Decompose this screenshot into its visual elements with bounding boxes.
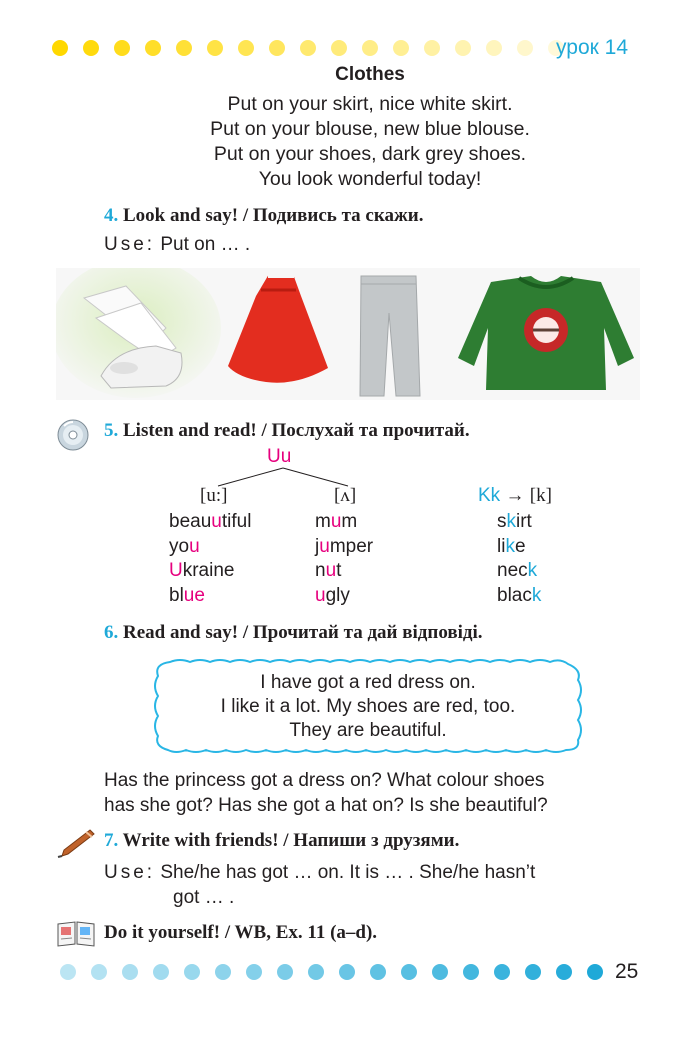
- task-instruction: Look and say! / Подивись та скажи.: [123, 205, 424, 226]
- decorative-dot: [91, 964, 107, 980]
- task-instruction: Write with friends! / Напиши з друзями.: [122, 830, 460, 851]
- red-dress-image: [228, 270, 328, 383]
- decorative-dot: [331, 40, 347, 56]
- decorative-dot: [246, 964, 262, 980]
- highlighted-letter: u: [330, 511, 342, 532]
- workbook-instruction: Do it yourself! / WB, Ex. 11 (a–d).: [104, 922, 378, 943]
- kk-sound-heading: [478, 485, 552, 507]
- use-text-continued: got … .: [173, 887, 235, 908]
- decorative-dot: [238, 40, 254, 56]
- decorative-dot: [517, 40, 533, 56]
- task-number: 4.: [104, 205, 119, 226]
- decorative-dot: [184, 964, 200, 980]
- task-6-heading: [104, 622, 483, 644]
- decorative-dot: [153, 964, 169, 980]
- example-word: neck: [497, 560, 538, 581]
- highlighted-letter: k: [531, 584, 542, 606]
- lesson-label: урок 14: [556, 36, 629, 59]
- decorative-dot: [83, 40, 99, 56]
- example-word: ugly: [315, 584, 350, 606]
- highlighted-letter: u: [189, 535, 200, 557]
- decorative-dot: [122, 964, 138, 980]
- highlighted-letter: u: [319, 535, 330, 557]
- task-7-use: [104, 860, 644, 910]
- decorative-dot: [587, 964, 603, 980]
- decorative-dot: [60, 964, 76, 980]
- decorative-dot: [486, 40, 502, 56]
- example-word: mum: [315, 511, 358, 532]
- task-5-heading: [104, 420, 470, 442]
- decorative-dot: [370, 964, 386, 980]
- decorative-dot: [401, 964, 417, 980]
- task-instruction: Listen and read! / Послухай та прочитай.: [123, 420, 470, 441]
- decorative-dot: [215, 964, 231, 980]
- use-text: She/he has got … on. It is … . She/he hasn’t: [160, 862, 536, 883]
- poem-line: Put on your shoes, dark grey shoes.: [213, 143, 527, 165]
- arrow-icon: →: [505, 485, 525, 506]
- cloud-line: They are beautiful.: [289, 720, 447, 741]
- highlighted-letter: u: [315, 584, 326, 606]
- decorative-dot: [455, 40, 471, 56]
- decorative-dot: [463, 964, 479, 980]
- decorative-dot: [432, 964, 448, 980]
- cloud-line: I like it a lot. My shoes are red, too.: [220, 696, 516, 717]
- use-label: Use:: [104, 234, 156, 255]
- decorative-dot: [339, 964, 355, 980]
- example-word: skirt: [497, 511, 532, 532]
- use-text: Put on … .: [160, 234, 251, 255]
- task-number: 6.: [104, 622, 119, 643]
- highlighted-letter: ue: [183, 584, 205, 606]
- task-4-use: [104, 234, 250, 256]
- cd-audio-icon: [56, 418, 94, 452]
- gloves-and-shoes-image: [56, 268, 221, 398]
- clothes-illustration: [56, 268, 640, 400]
- example-word: Ukraine: [169, 560, 235, 581]
- decorative-dot: [556, 964, 572, 980]
- page-number: 25: [615, 960, 639, 983]
- poem-line: Put on your blouse, new blue blouse.: [210, 118, 530, 140]
- task-instruction: Read and say! / Прочитай та дай відповіді.: [123, 622, 483, 643]
- decorative-dot: [424, 40, 440, 56]
- example-word: you: [169, 535, 200, 557]
- decorative-dot: [300, 40, 316, 56]
- words-column-u-long: [169, 510, 251, 608]
- task-number: 5.: [104, 420, 119, 441]
- decorative-dot: [362, 40, 378, 56]
- question-line: has she got? Has she got a hat on? Is she beautiful?: [104, 795, 548, 816]
- poem-line: Put on your skirt, nice white skirt.: [227, 93, 513, 115]
- words-column-u-short: [315, 510, 373, 608]
- example-word: black: [497, 584, 542, 606]
- decorative-dot: [393, 40, 409, 56]
- poem-text: [0, 92, 700, 192]
- task-4-heading: [104, 205, 423, 227]
- pen-icon: [56, 826, 96, 858]
- highlighted-letter: k: [505, 535, 515, 557]
- question-line: Has the princess got a dress on? What colour shoes: [104, 770, 545, 791]
- use-label: Use:: [104, 862, 156, 883]
- example-word: blue: [169, 584, 205, 606]
- letter-kk: Kk: [478, 485, 501, 506]
- decorative-dot: [494, 964, 510, 980]
- decorative-dot: [277, 964, 293, 980]
- highlighted-letter: k: [506, 511, 516, 532]
- bottom-dots-divider: [60, 962, 600, 982]
- task-number: 7.: [104, 830, 119, 851]
- highlighted-letter: u: [325, 560, 337, 581]
- decorative-dot: [114, 40, 130, 56]
- sound-k: [k]: [529, 485, 552, 506]
- sound-u-short: [ʌ]: [334, 485, 357, 506]
- decorative-dot: [145, 40, 161, 56]
- example-word: jumper: [315, 535, 374, 557]
- decorative-dot: [525, 964, 541, 980]
- decorative-dot: [308, 964, 324, 980]
- decorative-dot: [269, 40, 285, 56]
- green-sweater-image: [458, 276, 634, 390]
- jeans-image: [360, 276, 420, 396]
- example-word: beauutiful: [169, 511, 252, 532]
- poem-line: You look wonderful today!: [258, 168, 482, 190]
- task-7-heading: [104, 830, 459, 852]
- cloud-line: I have got a red dress on.: [260, 672, 476, 693]
- task-6-questions: [104, 768, 644, 818]
- decorative-dot: [176, 40, 192, 56]
- example-word: nut: [315, 560, 342, 581]
- example-word: like: [497, 535, 526, 557]
- workbook-icon: [56, 918, 96, 948]
- highlighted-letter: U: [169, 560, 183, 581]
- top-dots-divider: [52, 38, 572, 58]
- poem-title: Clothes: [335, 64, 405, 85]
- highlighted-letter: u: [211, 511, 222, 532]
- words-column-k: [497, 510, 541, 608]
- decorative-dot: [52, 40, 68, 56]
- cloud-text: [150, 671, 586, 743]
- clothes-images-band: [56, 268, 640, 400]
- decorative-dot: [207, 40, 223, 56]
- sound-u-long: [u:]: [200, 485, 228, 506]
- highlighted-letter: k: [527, 560, 538, 581]
- letter-uu: Uu: [267, 446, 292, 467]
